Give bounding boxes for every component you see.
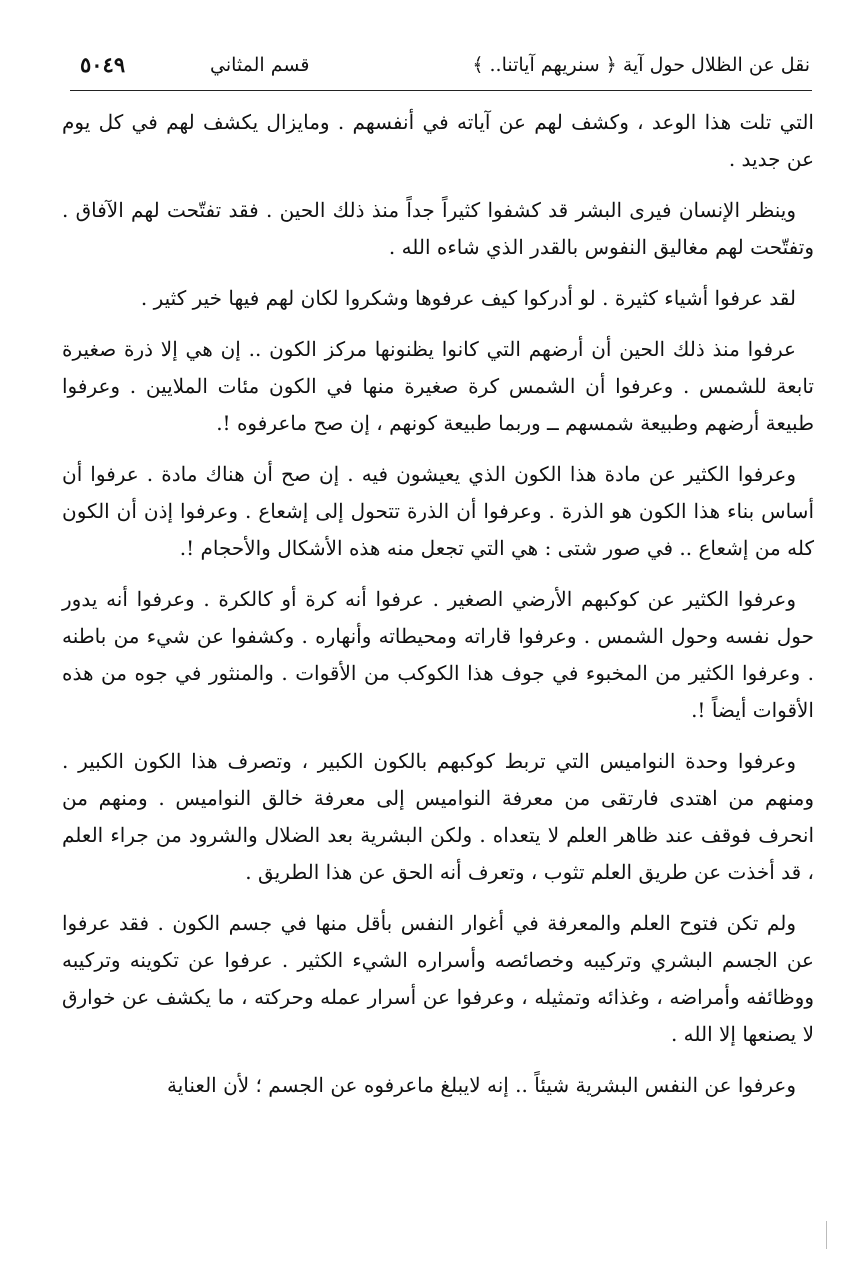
paragraph: لقد عرفوا أشياء كثيرة . لو أدركوا كيف عرفوها وشكروا لكان لهم فيها خير كثير .	[140, 286, 796, 310]
paragraph: عرفوا منذ ذلك الحين أن أرضهم التي كانوا يظنونها مركز الكون .. إن هي إلا ذرة صغيرة تابعة للشمس . وعرفوا أن الشمس كرة صغيرة منها في الكون مئات الملايين . وعرفوا طبيعة أرضهم وطبيعة شمسهم ــ وربما طبيعة كونهم ، إن صح ماعرفوه !.	[62, 337, 814, 435]
paragraph: ولم تكن فتوح العلم والمعرفة في أغوار النفس بأقل منها في جسم الكون . فقد عرفوا عن الجسم البشري وتركيبه وخصائصه وأسراره الشيء الكثير . عرفوا عن تكوينه وتركيبه ووظائفه وأمراضه ، وغذائه وتمثيله ، وعرفوا عن أسرار عمله وحركته ، ما يكشف عن خوارق لا يصنعها إلا الله .	[62, 911, 814, 1046]
paragraph: التي تلت هذا الوعد ، وكشف لهم عن آياته في أنفسهم . ومايزال يكشف لهم في كل يوم عن جديد .	[62, 110, 814, 171]
header-title: نقل عن الظلال حول آية ﴿ سنريهم آياتنا.. ﴾	[472, 54, 810, 76]
paragraph: وعرفوا وحدة النواميس التي تربط كوكبهم بالكون الكبير ، وتصرف هذا الكون الكبير . ومنهم من اهتدى فارتقى من معرفة النواميس إلى معرفة خالق النواميس . ومنهم من انحرف فوقف عند ظاهر العلم لا يتعداه . ولكن البشرية بعد الضلال والشرود من جراء العلم ، قد أخذت عن طريق العلم تثوب ، وتعرف أنه الحق عن هذا الطريق .	[62, 749, 814, 884]
header-divider	[70, 90, 812, 91]
page-edge-mark	[826, 1221, 827, 1249]
paragraph: وعرفوا الكثير عن مادة هذا الكون الذي يعيشون فيه . إن صح أن هناك مادة . عرفوا أن أساس بناء هذا الكون هو الذرة . وعرفوا أن الذرة تتحول إلى إشعاع . وعرفوا إذن أن الكون كله من إشعاع .. في صور شتى : هي التي تجعل منه هذه الأشكال والأحجام !.	[62, 462, 814, 560]
header-section: قسم المثاني	[210, 54, 310, 76]
paragraph: وعرفوا عن النفس البشرية شيئاً .. إنه لايبلغ ماعرفوه عن الجسم ؛ لأن العناية	[167, 1073, 796, 1097]
paragraph: وينظر الإنسان فيرى البشر قد كشفوا كثيراً جداً منذ ذلك الحين . فقد تفتّحت لهم الآفاق . وتفتّحت لهم مغاليق النفوس بالقدر الذي شاءه الله .	[62, 198, 814, 259]
body-text	[62, 104, 814, 1118]
paragraph: وعرفوا الكثير عن كوكبهم الأرضي الصغير . عرفوا أنه كرة أو كالكرة . وعرفوا أنه يدور حول نفسه وحول الشمس . وعرفوا قاراته ومحيطاته وأنهاره . وكشفوا عن شيء من باطنه . وعرفوا الكثير من المخبوء في جوف هذا الكوكب من الأقوات . والمنثور في جوه من هذه الأقوات أيضاً !.	[62, 587, 814, 722]
page-number: ٥٠٤٩	[80, 52, 126, 77]
running-header	[70, 52, 810, 86]
